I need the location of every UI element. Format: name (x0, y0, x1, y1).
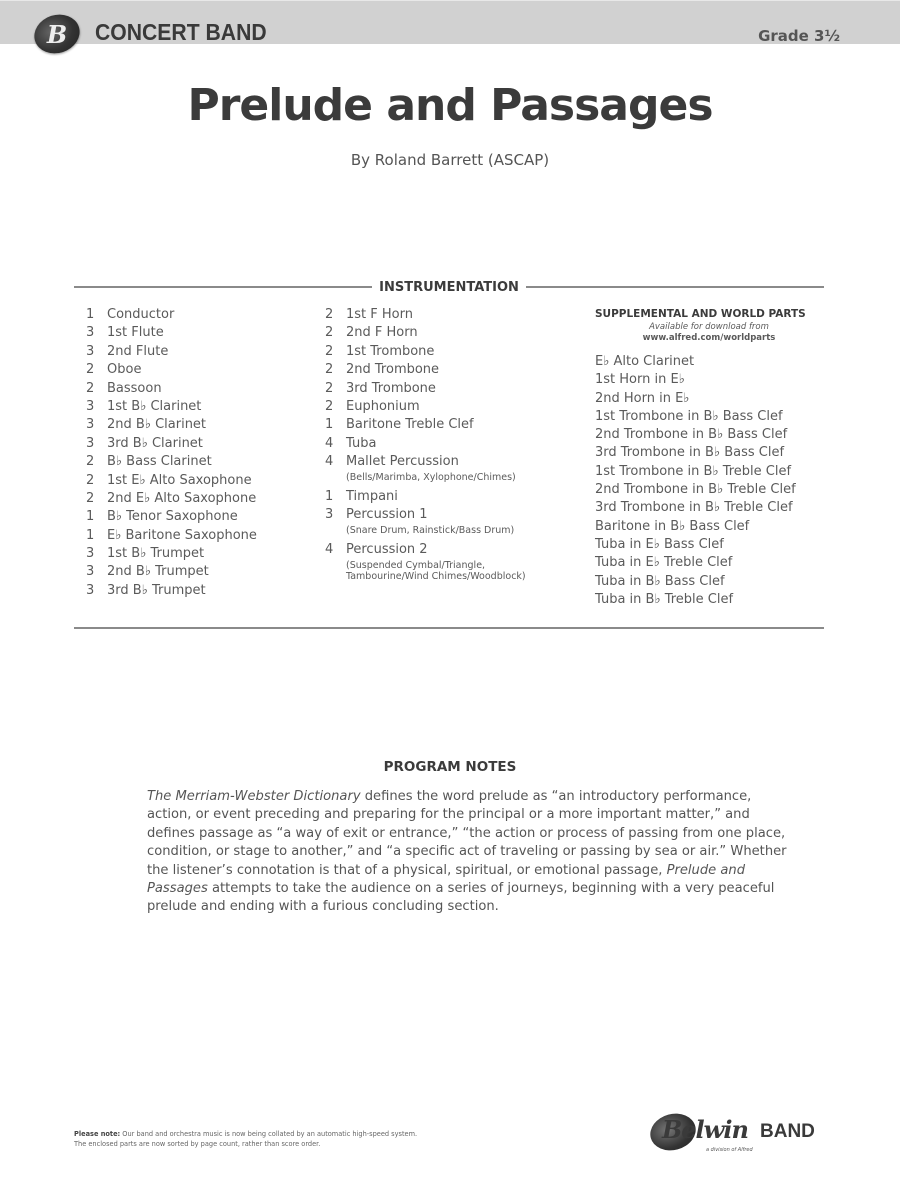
supplemental-item: 1st Horn in E♭ (595, 372, 685, 388)
instrumentation-column-1 (86, 306, 257, 600)
instrument-name: 1st B♭ Trumpet (107, 546, 205, 562)
page-title: Prelude and Passages (187, 80, 713, 131)
instrument-row (325, 361, 526, 379)
instrument-quantity: 1 (86, 527, 95, 543)
instrument-quantity: 4 (325, 435, 334, 451)
instrument-quantity: 4 (325, 542, 334, 558)
footer-note-text-2: The enclosed parts are now sorted by page count, rather than score order. (74, 1140, 321, 1148)
instrument-row (325, 343, 526, 361)
supplemental-list (595, 353, 835, 609)
instrument-row (86, 490, 257, 508)
supplemental-item: 1st Trombone in B♭ Bass Clef (595, 408, 783, 424)
instrument-quantity: 3 (325, 507, 334, 523)
concert-band-logo-icon (29, 9, 84, 59)
instrument-quantity: 2 (325, 362, 334, 378)
instrumentation-heading-rule (74, 279, 824, 295)
instrument-name: 1st E♭ Alto Saxophone (107, 472, 252, 488)
instrument-quantity: 1 (86, 509, 95, 525)
instrument-name: Percussion 1 (346, 507, 428, 523)
instrument-row (325, 324, 526, 342)
instrumentation-heading: INSTRUMENTATION (379, 279, 519, 295)
instrument-row (86, 527, 257, 545)
instrumentation-bottom-divider (74, 627, 824, 629)
instrument-quantity: 3 (86, 546, 95, 562)
composer-credit: By Roland Barrett (ASCAP) (350, 151, 550, 169)
supplemental-availability: Available for download from (649, 322, 769, 332)
supplemental-item: Tuba in B♭ Bass Clef (595, 573, 725, 589)
supplemental-parts (595, 306, 835, 609)
instrument-quantity: 1 (86, 307, 95, 322)
instrument-name: 1st B♭ Clarinet (107, 398, 202, 414)
belwin-subtitle: a division of Alfred (706, 1147, 753, 1153)
supplemental-item: Tuba in E♭ Treble Clef (595, 555, 733, 571)
instrument-name: 2nd Trombone (346, 362, 440, 378)
instrument-name: Percussion 2 (346, 542, 428, 558)
instrument-quantity: 3 (86, 343, 95, 359)
footer-note (74, 1129, 574, 1149)
instrument-quantity: 3 (86, 582, 95, 598)
divider-left (74, 286, 372, 288)
instrument-name: Conductor (107, 307, 175, 322)
instrument-row (86, 563, 257, 581)
instrument-name: B♭ Bass Clarinet (107, 454, 212, 470)
instrument-name: 3rd B♭ Clarinet (107, 435, 203, 451)
belwin-band-wordmark: BAND (760, 1121, 815, 1142)
supplemental-url-link[interactable]: www.alfred.com/worldparts (642, 333, 776, 343)
program-notes-heading: PROGRAM NOTES (383, 759, 517, 775)
instrument-detail: Tambourine/Wind Chimes/Woodblock) (346, 571, 526, 583)
instrument-row (325, 453, 526, 471)
supplemental-item: Tuba in B♭ Treble Clef (595, 591, 734, 607)
instrument-name: Bassoon (107, 380, 162, 396)
instrument-name: Timpani (346, 489, 398, 505)
instrument-name: 1st Flute (107, 325, 164, 341)
instrument-quantity: 3 (86, 325, 95, 341)
instrument-row (86, 324, 257, 342)
instrument-row (86, 416, 257, 434)
instrument-quantity: 2 (325, 325, 334, 341)
supplemental-item: 1st Trombone in B♭ Treble Clef (595, 463, 792, 479)
instrument-row (325, 435, 526, 453)
instrument-row (86, 453, 257, 471)
instrument-quantity: 2 (325, 307, 334, 322)
instrument-row (325, 541, 526, 559)
instrument-quantity: 3 (86, 398, 95, 414)
instrument-quantity: 2 (86, 380, 95, 396)
instrument-name: Tuba (346, 435, 377, 451)
instrument-quantity: 1 (325, 417, 334, 433)
instrument-row (86, 343, 257, 361)
instrument-name: 3rd Trombone (346, 380, 436, 396)
instrument-name: E♭ Baritone Saxophone (107, 527, 257, 543)
instrument-name: 3rd B♭ Trumpet (107, 582, 206, 598)
supplemental-item: 2nd Trombone in B♭ Treble Clef (595, 482, 796, 498)
instrument-quantity: 2 (86, 472, 95, 488)
supplemental-item: Baritone in B♭ Bass Clef (595, 518, 750, 534)
instrument-name: 2nd E♭ Alto Saxophone (107, 490, 257, 506)
instrument-row (325, 416, 526, 434)
belwin-script-wordmark: Belwin (662, 1115, 748, 1144)
instrument-row (325, 506, 526, 524)
instrument-quantity: 3 (86, 435, 95, 451)
supplemental-item: Tuba in E♭ Bass Clef (595, 536, 724, 552)
instrument-name: 1st Trombone (346, 343, 435, 359)
grade-label: Grade 3½ (758, 27, 840, 45)
instrument-row (325, 306, 526, 324)
instrument-row (86, 472, 257, 490)
instrument-quantity: 3 (86, 417, 95, 433)
instrument-detail: (Suspended Cymbal/Triangle, (346, 559, 486, 571)
instrument-row (325, 488, 526, 506)
footer-note-text: Our band and orchestra music is now being collated by an automatic high-speed system. (120, 1130, 418, 1138)
instrumentation-column-2 (325, 306, 526, 588)
instrument-row (325, 398, 526, 416)
instrument-quantity: 2 (86, 362, 95, 378)
instrument-name: 1st F Horn (346, 307, 413, 322)
instrument-row (86, 508, 257, 526)
instrument-name: 2nd F Horn (346, 325, 418, 341)
program-notes-body (147, 788, 787, 917)
instrument-name: 2nd B♭ Clarinet (107, 417, 207, 433)
notes-text-1: defines the word prelude as “an introductory performance, action, or event preceding and preparing for the principal or a more important matter,” and defines passage as “a way of exit or entrance,” “the action or process of passing from one place, condition, or stage to another,” and “a specific act of traveling or passing by sea or air.” Whether the listener’s connotation is that of a physical, spiritual, or emotional passage, (147, 789, 787, 878)
instrument-name: Baritone Treble Clef (346, 417, 474, 433)
instrument-row (86, 582, 257, 600)
instrument-quantity: 3 (86, 564, 95, 580)
supplemental-item: 3rd Trombone in B♭ Treble Clef (595, 500, 793, 516)
instrument-row (86, 398, 257, 416)
instrument-quantity: 4 (325, 454, 334, 470)
instrument-row (86, 435, 257, 453)
instrument-name: Euphonium (346, 398, 420, 414)
series-title: CONCERT BAND (95, 19, 267, 45)
logo-letter: B (46, 19, 68, 49)
instrument-row (325, 380, 526, 398)
instrument-name: B♭ Tenor Saxophone (107, 509, 238, 525)
instrument-row (86, 306, 257, 324)
instrument-row (86, 380, 257, 398)
supplemental-item: 2nd Horn in E♭ (595, 390, 690, 406)
instrument-name: Mallet Percussion (346, 454, 459, 470)
instrument-name: 2nd Flute (107, 343, 169, 359)
instrument-quantity: 2 (325, 398, 334, 414)
instrument-row (86, 361, 257, 379)
footer-note-label: Please note: (74, 1130, 121, 1138)
divider-right (526, 286, 824, 288)
instrument-row (86, 545, 257, 563)
instrument-quantity: 2 (86, 454, 95, 470)
instrument-name: 2nd B♭ Trumpet (107, 564, 209, 580)
notes-italic-dictionary: The Merriam-Webster Dictionary (147, 789, 361, 804)
belwin-band-logo (650, 1110, 840, 1160)
supplemental-item: 2nd Trombone in B♭ Bass Clef (595, 427, 788, 443)
instrument-detail: (Bells/Marimba, Xylophone/Chimes) (346, 471, 516, 483)
instrument-quantity: 2 (325, 343, 334, 359)
instrument-quantity: 2 (86, 490, 95, 506)
supplemental-item: E♭ Alto Clarinet (595, 354, 695, 369)
instrument-quantity: 1 (325, 489, 334, 505)
notes-italic-title: Prelude and Passages (147, 862, 746, 897)
instrument-quantity: 2 (325, 380, 334, 396)
supplemental-heading: SUPPLEMENTAL AND WORLD PARTS (595, 308, 806, 320)
supplemental-item: 3rd Trombone in B♭ Bass Clef (595, 445, 785, 461)
notes-text-2: attempts to take the audience on a series of journeys, beginning with a very peaceful prelude and ending with a furious concluding section. (147, 881, 775, 915)
instrument-name: Oboe (107, 362, 142, 378)
instrument-detail: (Snare Drum, Rainstick/Bass Drum) (346, 524, 515, 536)
